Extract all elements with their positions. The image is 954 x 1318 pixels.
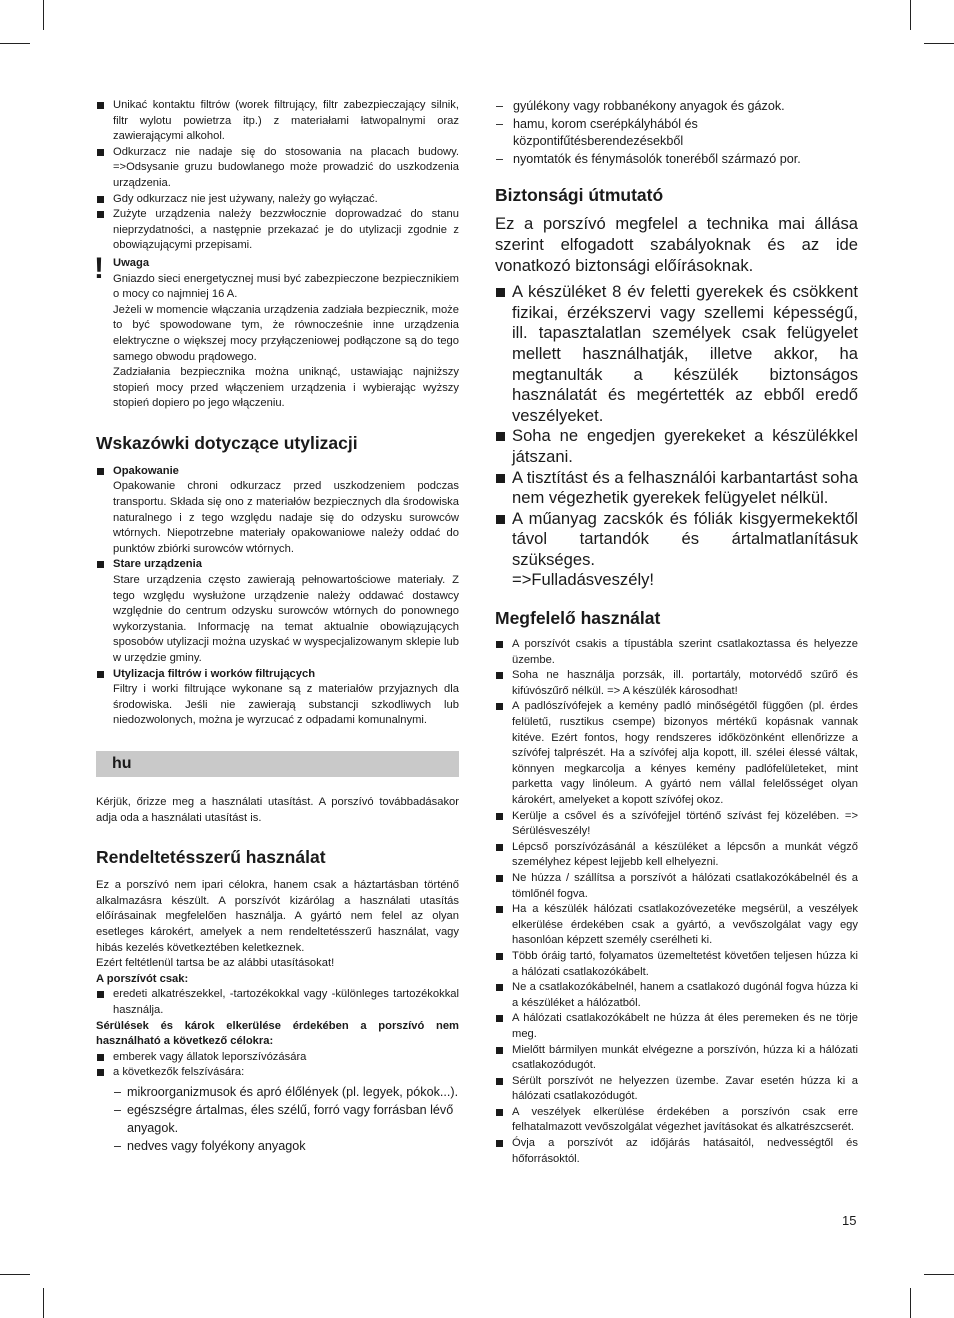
list-item: eredeti alkatrészekkel, -tartozékokkal vagy -különleges tartozékokkal használja. [96,987,459,1018]
paragraph: Ez a porszívó megfelel a technika mai állása szerint elfogadott szabályoknak és az ide vonatkozó biztonsági előírásoknak. [495,214,858,275]
list-item: Zużyte urządzenia należy bezzwłocznie doprowadzać do stanu nieprzydatności, a następnie przekazać je do utylizacji zgodnie z obowiązującymi przepisami. [96,207,459,254]
list-item: Óvja a porszívót az időjárás hatásaitól, nedvességtől és hőforrásoktól. [495,1136,858,1167]
list-item: A padlószívófejek a kemény padló minőségétől függően (pl. érdes felületű, rusztikus csempe) bizonyos mértékű kopásnak vannak kitéve. Ezért fontos, hogy rendszeres időközönként ellenőrizze a szívófej talprészét. Ha a szívófej alja kopott, ill. szélei élessé váltak, könnyen megkarcolja a kényes kemény padlófelületeket, mint parketta vagy linóleum. A gyártó nem vállal felelősséget olyan károkért, amelyeket a kopott szívófej okoz. [495,699,858,808]
list-item [96,667,459,729]
right-column [495,98,858,1167]
language-bar: hu [96,751,459,777]
list-item: A hálózati csatlakozókábelt ne húzza át éles peremeken és ne törje meg. [495,1011,858,1042]
list-item: A veszélyek elkerülése érdekében a porszívón csak erre felhatalmazott vevőszolgálat végezhet javításokat és alkatrészcserét. [495,1105,858,1136]
list-item: Több óráig tartó, folyamatos üzemeltetést követően teljesen húzza ki a hálózati csatlakozókábelt. [495,949,858,980]
warning-box [94,251,459,412]
section-heading: Megfelelő használat [495,608,661,629]
list-item: Odkurzacz nie nadaje się do stosowania na placach budowy. =>Odsysanie gruzu budowlanego może prowadzić do uszkodzenia urządzenia. [96,145,459,192]
list-item: Soha ne engedjen gyerekeket a készülékkel játszani. [495,426,858,467]
section-heading: Wskazówki dotyczące utylizacji [96,432,358,453]
dash-item: – mikroorganizmusok és apró élőlények (pl. legyek, pókok...). [96,1083,459,1101]
crop-mark [910,0,911,30]
list-item: A porszívót csakis a típustábla szerint csatlakoztassa és helyezze üzembe. [495,637,858,668]
section-heading: Rendeltetésszerű használat [96,847,326,868]
list-item: Unikać kontaktu filtrów (worek filtrujący, filtr zabezpieczający silnik, filtr wylotu powietrza itp.) z materiałami łatwopalnymi oraz zawierającymi alkohol. [96,98,459,145]
list-item: Sérült porszívót ne helyezzen üzembe. Zavar esetén húzza ki a hálózati csatlakozódugót. [495,1074,858,1105]
dash-item: – egészségre ártalmas, éles szélű, forró vagy forrásban lévő anyagok. [96,1101,459,1137]
left-column [96,98,459,1155]
warning-text: =>Fulladásveszély! [512,570,655,590]
list-item: A tisztítást és a felhasználói karbantartást soha nem végezhetik gyerekek felügyelet nélkül. [495,468,858,509]
label: Sérülések és károk elkerülése érdekében a porszívó nem használható a következő célokra: [96,1019,459,1048]
list-item: Soha ne használja porzsák, ill. portartály, motorvédő szűrő és kifúvószűrő nélkül. => A készülék károsodhat! [495,668,858,699]
paragraph: Ezért feltétlenül tartsa be az alábbi utasításokat! [96,957,335,970]
crop-mark [924,43,954,44]
paragraph: Kérjük, őrizze meg a használati utasítást. A porszívó továbbadásakor adja oda a használati utasítást is. [96,795,459,824]
page-number: 15 [842,1213,857,1228]
list-item: emberek vagy állatok leporszívózására [96,1050,459,1066]
item-text: Stare urządzenia często zawierają pełnowartościowe materiały. Z tego względu wysłużone urządzenie należy oddawać dostawcy względnie do centrum odzysku surowców wtórnych do ponownego wykorzystania. Informację na temat aktualnie obowiązujących sposobów utylizacji można uzyskać w wyspecjalizowanym sklepie lub w urzędzie gminy. [113,574,459,664]
dash-item: – nedves vagy folyékony anyagok [96,1137,459,1155]
list-item: Ne húzza / szállítsa a porszívót a hálózati csatlakozókábelnél és a tömlőnél fogva. [495,871,858,902]
item-text: Opakowanie chroni odkurzacz przed uszkodzeniem podczas transportu. Składa się ono z materiałów bezpiecznych dla środowiska naturalnego i z tego względu nadaje się do odzysku surowców wtórnych. Niepotrzebne materiały opakowaniowe należy oddać do punktów zbiórki surowców wtórnych. [113,480,459,555]
dash-item: – gyúlékony vagy robbanékony anyagok és gázok. [495,98,858,116]
item-title: Stare urządzenia [113,558,202,571]
item-text: Filtry i worki filtrujące wykonane są z materiałów przyjaznych dla środowiska. Jeśli nie zawierają substancji szkodliwych lub niedozwolonych, można je wyrzucać z odpadami komunalnymi. [113,683,459,727]
list-item: a következők felszívására: [96,1065,459,1081]
warning-paragraph: Gniazdo sieci energetycznej musi być zabezpieczone bezpiecznikiem o mocy co najmniej 16 A. [113,272,459,301]
warning-title: Uwaga [113,256,150,269]
crop-mark [910,1288,911,1318]
crop-mark [43,1288,44,1318]
list-item [96,557,459,666]
list-item: Kerülje a csővel és a szívófejjel történő szívást fej közelében. => Sérülésveszély! [495,809,858,840]
warning-paragraph: Zadziałania bezpiecznika można uniknąć, ustawiając najniższy stopień mocy przed włączeniem urządzenia i wybierając wyższy stopień dopiero po jego włączeniu. [113,366,459,410]
warning-paragraph: Jeżeli w momencie włączania urządzenia zadziała bezpiecznik, może to być spowodowane tym, że równocześnie inne urządzenia elektryczne o większej mocy przyłączeniowej podłączone są do tego samego obwodu prądowego. [113,303,459,363]
paragraph: Ez a porszívó nem ipari célokra, hanem csak a háztartásban történő alkalmazásra készült. A porszívót kizárólag a használati utasítás előírásainak megfelelően használja. A gyártó nem felel az olyan esetleges károkért, amelyek a nem rendeltetésszerű használat, vagy hibás kezelés következtében keletkeznek. [96,879,459,954]
item-title: Opakowanie [113,464,179,477]
exclamation-icon: ! [94,251,104,285]
list-item: Gdy odkurzacz nie jest używany, należy go wyłączać. [96,192,459,208]
dash-item: – hamu, korom cserépkályhából és központifűtésberendezésekből [495,116,858,151]
crop-mark [0,43,30,44]
list-item: Mielőtt bármilyen munkát elvégezne a porszívón, húzza ki a hálózati csatlakozódugót. [495,1043,858,1074]
dash-item: – nyomtatók és fénymásolók toneréből származó por. [495,151,858,169]
item-title: Utylizacja filtrów i worków filtrujących [113,667,316,680]
crop-mark [43,0,44,30]
list-item: Lépcső porszívózásánál a készüléket a lépcsőn a munkát végző személyhez képest lejjebb kell elhelyezni. [495,840,858,871]
list-item: Ne a csatlakozókábelnél, hanem a csatlakozó dugónál fogva húzza ki a készüléket a hálózatból. [495,980,858,1011]
list-item: Ha a készülék hálózati csatlakozóvezetéke megsérül, a veszélyek elkerülése érdekében csak a gyártó, a vevőszolgálat vagy egy hasonlóan képzett személy cserélheti ki. [495,902,858,949]
crop-mark [0,1274,30,1275]
list-item [96,464,459,558]
list-item: A készüléket 8 év feletti gyerekek és csökkent fizikai, érzékszervi vagy szellemi képességű, ill. tapasztalatlan személyek csak felügyelet mellett használhatják, illetve akkor, ha megtanulták a készülék biztonságos használatát és megértették az ebből eredő veszélyeket. [495,282,858,426]
label: A porszívót csak: [96,972,189,985]
list-item: A műanyag zacskók és fóliák kisgyermekektől távol tartandók és ártalmatlanításuk szükséges. [495,509,858,571]
crop-mark [924,1274,954,1275]
section-heading: Biztonsági útmutató [495,185,664,206]
